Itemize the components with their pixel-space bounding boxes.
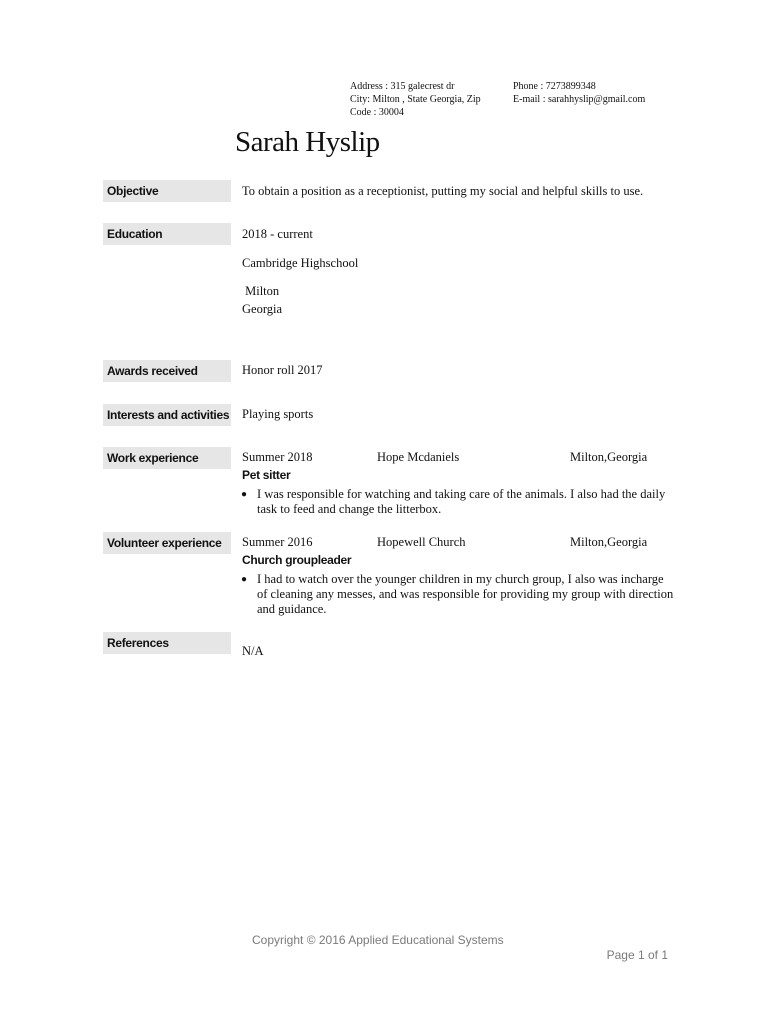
phone-line: Phone : 7273899348	[513, 81, 596, 92]
zip-line: Code : 30004	[350, 107, 404, 118]
address-block	[350, 80, 481, 119]
section-label-interests: Interests and activities	[103, 404, 231, 426]
work-employer: Hope Mcdaniels	[377, 450, 460, 464]
section-label-awards: Awards received	[103, 360, 231, 382]
bullet-icon: ●	[241, 574, 248, 585]
section-label-education: Education	[103, 223, 231, 245]
volunteer-location: Milton,Georgia	[570, 535, 648, 549]
contact-block	[513, 80, 645, 106]
city-state-line: City: Milton , State Georgia, Zip	[350, 94, 481, 105]
section-label-volunteer: Volunteer experience	[103, 532, 231, 554]
education-school: Cambridge Highschool	[242, 256, 359, 270]
section-label-work: Work experience	[103, 447, 231, 469]
section-label-references: References	[103, 632, 231, 654]
page-number: Page 1 of 1	[606, 948, 668, 962]
footer-copyright: Copyright © 2016 Applied Educational Systems	[252, 933, 504, 947]
work-dates: Summer 2018	[242, 450, 313, 464]
volunteer-employer: Hopewell Church	[377, 535, 466, 549]
education-city: Milton	[242, 284, 280, 298]
awards-text: Honor roll 2017	[242, 363, 323, 377]
work-bullet-text: I was responsible for watching and taking care of the animals. I also had the daily task to feed and change the litterbox.	[257, 487, 666, 516]
volunteer-title: Church groupleader	[242, 553, 352, 567]
email-line: E-mail : sarahhyslip@gmail.com	[513, 94, 646, 105]
work-location: Milton,Georgia	[570, 450, 648, 464]
bullet-icon: ●	[241, 489, 248, 500]
references-text: N/A	[242, 644, 264, 658]
volunteer-dates: Summer 2016	[242, 535, 313, 549]
volunteer-bullet-text: I had to watch over the younger children in my church group, I also was incharge of cleaning any messes, and was responsible for providing my group with direction and guidance.	[257, 572, 674, 616]
work-title: Pet sitter	[242, 468, 291, 482]
section-label-objective: Objective	[103, 180, 231, 202]
objective-text: To obtain a position as a receptionist, putting my social and helpful skills to use.	[242, 184, 644, 198]
interests-text: Playing sports	[242, 407, 314, 421]
address-line: Address : 315 galecrest dr	[350, 81, 455, 92]
education-dates: 2018 - current	[242, 227, 313, 241]
resume-name: Sarah Hyslip	[235, 126, 380, 158]
education-state: Georgia	[242, 302, 283, 316]
